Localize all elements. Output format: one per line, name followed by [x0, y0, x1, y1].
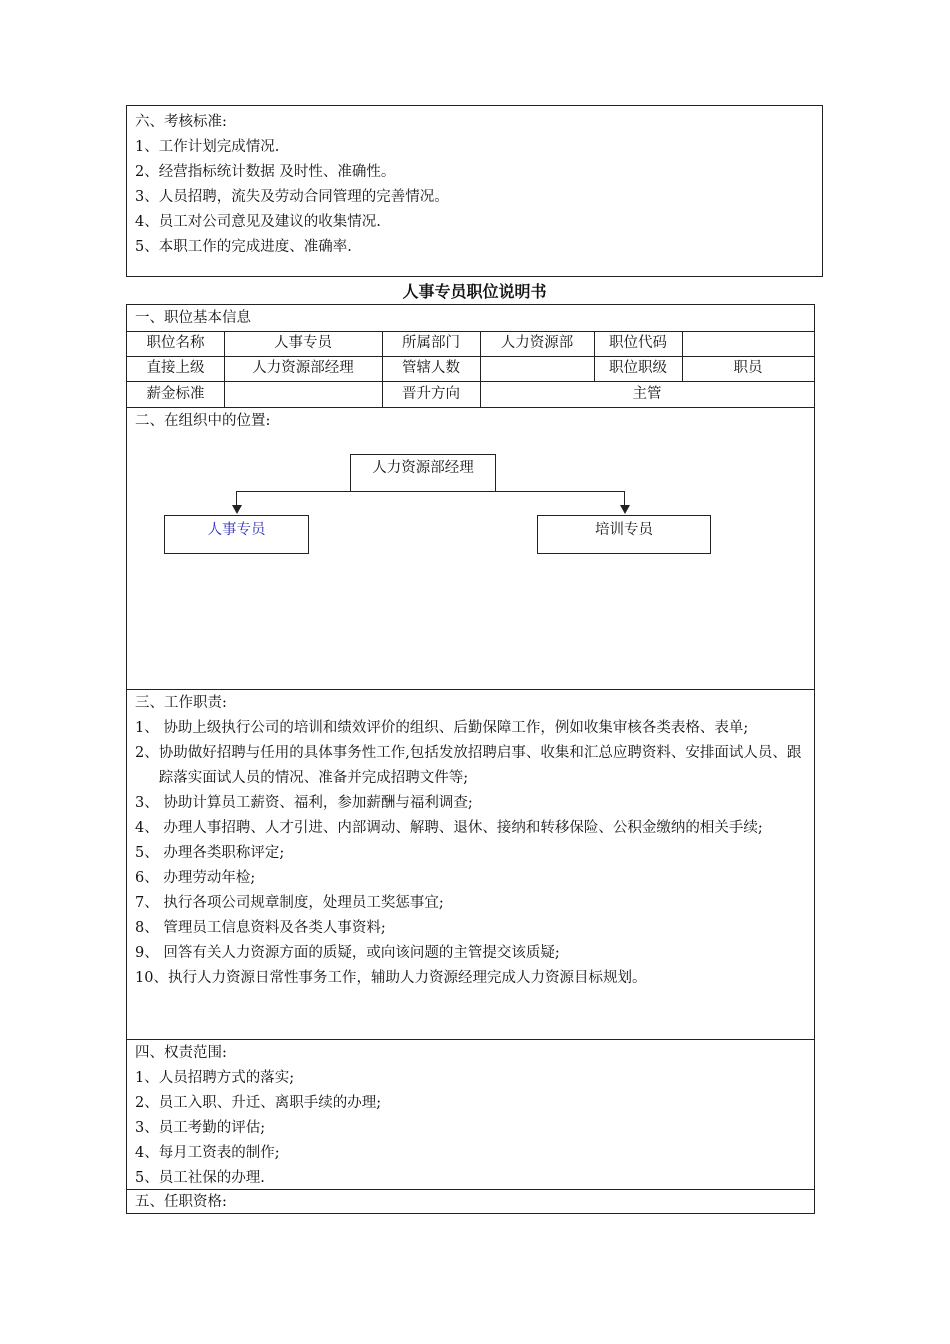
authority-item: 5、员工社保的办理. [135, 1170, 265, 1186]
assessment-item: 4、员工对公司意见及建议的收集情况. [135, 214, 381, 230]
qualification-title: 五、任职资格: [135, 1194, 227, 1210]
org-box-hr-specialist [164, 515, 309, 554]
basic-info-title: 一、职位基本信息 [135, 310, 251, 326]
duty-number: 6、 [135, 870, 164, 886]
duty-number: 8、 [135, 920, 164, 936]
duty-text: 协助计算员工薪资、福利，参加薪酬与福利调查; [163, 795, 473, 811]
assessment-item: 2、经营指标统计数据 及时性、准确性。 [135, 164, 396, 180]
duty-number: 9、 [135, 945, 164, 961]
org-connector-left [236, 491, 237, 506]
duty-number: 7、 [135, 895, 164, 911]
org-box-manager [350, 454, 496, 492]
duty-number: 3、 [135, 795, 164, 811]
duty-item [135, 891, 807, 916]
grade-label: 职位职级 [609, 360, 667, 376]
authority-list [135, 1041, 807, 1191]
authority-title: 四、权责范围: [135, 1045, 227, 1061]
duty-text: 执行各项公司规章制度，处理员工奖惩事宜; [163, 895, 444, 911]
department-label: 所属部门 [402, 335, 460, 351]
duty-item [135, 816, 807, 841]
assessment-item: 1、工作计划完成情况. [135, 139, 280, 155]
duty-text: 协助上级执行公司的培训和绩效评价的组织、后勤保障工作，例如收集审核各类表格、表单; [163, 720, 749, 736]
duties-list [135, 716, 807, 991]
duty-text: 管理员工信息资料及各类人事资料; [163, 920, 386, 936]
grade-value: 职员 [733, 360, 763, 376]
salary-label: 薪金标准 [146, 386, 205, 402]
duty-number: 4、 [135, 820, 164, 836]
org-manager-label: 人力资源部经理 [372, 460, 474, 476]
assessment-title: 六、考核标准: [135, 114, 227, 130]
arrow-down-icon [620, 505, 630, 514]
duty-item [135, 866, 807, 891]
row-divider [127, 407, 814, 408]
duty-item [135, 916, 807, 941]
job-description-table [126, 304, 815, 1214]
position-name-label: 职位名称 [146, 335, 205, 351]
section-divider [127, 689, 814, 690]
duty-number: 2、 [135, 745, 159, 761]
subordinates-label: 管辖人数 [402, 360, 460, 376]
org-training-specialist-label: 培训专员 [595, 522, 653, 538]
authority-item: 3、员工考勤的评估; [135, 1120, 266, 1136]
duty-text: 协助做好招聘与任用的具体事务性工作,包括发放招聘启事、收集和汇总应聘资料、安排面试人员、跟踪落实面试人员的情况、准备并完成招聘文件等; [158, 745, 802, 786]
position-name-value: 人事专员 [274, 335, 332, 351]
duty-item [135, 966, 807, 991]
org-connector-horizontal [236, 491, 625, 492]
supervisor-label: 直接上级 [146, 360, 205, 376]
position-code-label: 职位代码 [609, 335, 667, 351]
section-divider [127, 1039, 814, 1040]
authority-item: 1、人员招聘方式的落实; [135, 1070, 295, 1086]
duty-item [135, 941, 807, 966]
org-position-title: 二、在组织中的位置: [135, 413, 271, 429]
org-connector-right [624, 491, 625, 506]
section-divider [127, 1189, 814, 1190]
duty-text: 办理各类职称评定; [163, 845, 285, 861]
supervisor-value: 人力资源部经理 [252, 360, 354, 376]
duty-text: 回答有关人力资源方面的质疑，或向该问题的主管提交该质疑; [163, 945, 560, 961]
document-title: 人事专员职位说明书 [402, 282, 547, 301]
duty-item [135, 716, 807, 741]
promotion-label: 晋升方向 [402, 386, 460, 402]
arrow-down-icon [232, 505, 242, 514]
duty-item [135, 841, 807, 866]
duty-item [135, 741, 807, 791]
duty-item [135, 791, 807, 816]
promotion-value: 主管 [632, 386, 662, 402]
assessment-section [126, 105, 823, 277]
assessment-item: 3、人员招聘，流失及劳动合同管理的完善情况。 [135, 189, 449, 205]
duty-text: 办理人事招聘、人才引进、内部调动、解聘、退休、接纳和转移保险、公积金缴纳的相关手续; [163, 820, 763, 836]
duty-text: 办理劳动年检; [163, 870, 256, 886]
org-box-training-specialist [537, 515, 711, 554]
duty-number: 10、 [135, 970, 168, 986]
assessment-item: 5、本职工作的完成进度、准确率. [135, 239, 352, 255]
department-value: 人力资源部 [500, 335, 574, 351]
authority-item: 4、每月工资表的制作; [135, 1145, 280, 1161]
duty-text: 执行人力资源日常性事务工作，辅助人力资源经理完成人力资源目标规划。 [167, 970, 647, 986]
duty-number: 1、 [135, 720, 164, 736]
authority-item: 2、员工入职、升迁、离职手续的办理; [135, 1095, 382, 1111]
duty-number: 5、 [135, 845, 164, 861]
duties-title: 三、工作职责: [135, 695, 227, 711]
org-hr-specialist-label: 人事专员 [207, 522, 266, 538]
